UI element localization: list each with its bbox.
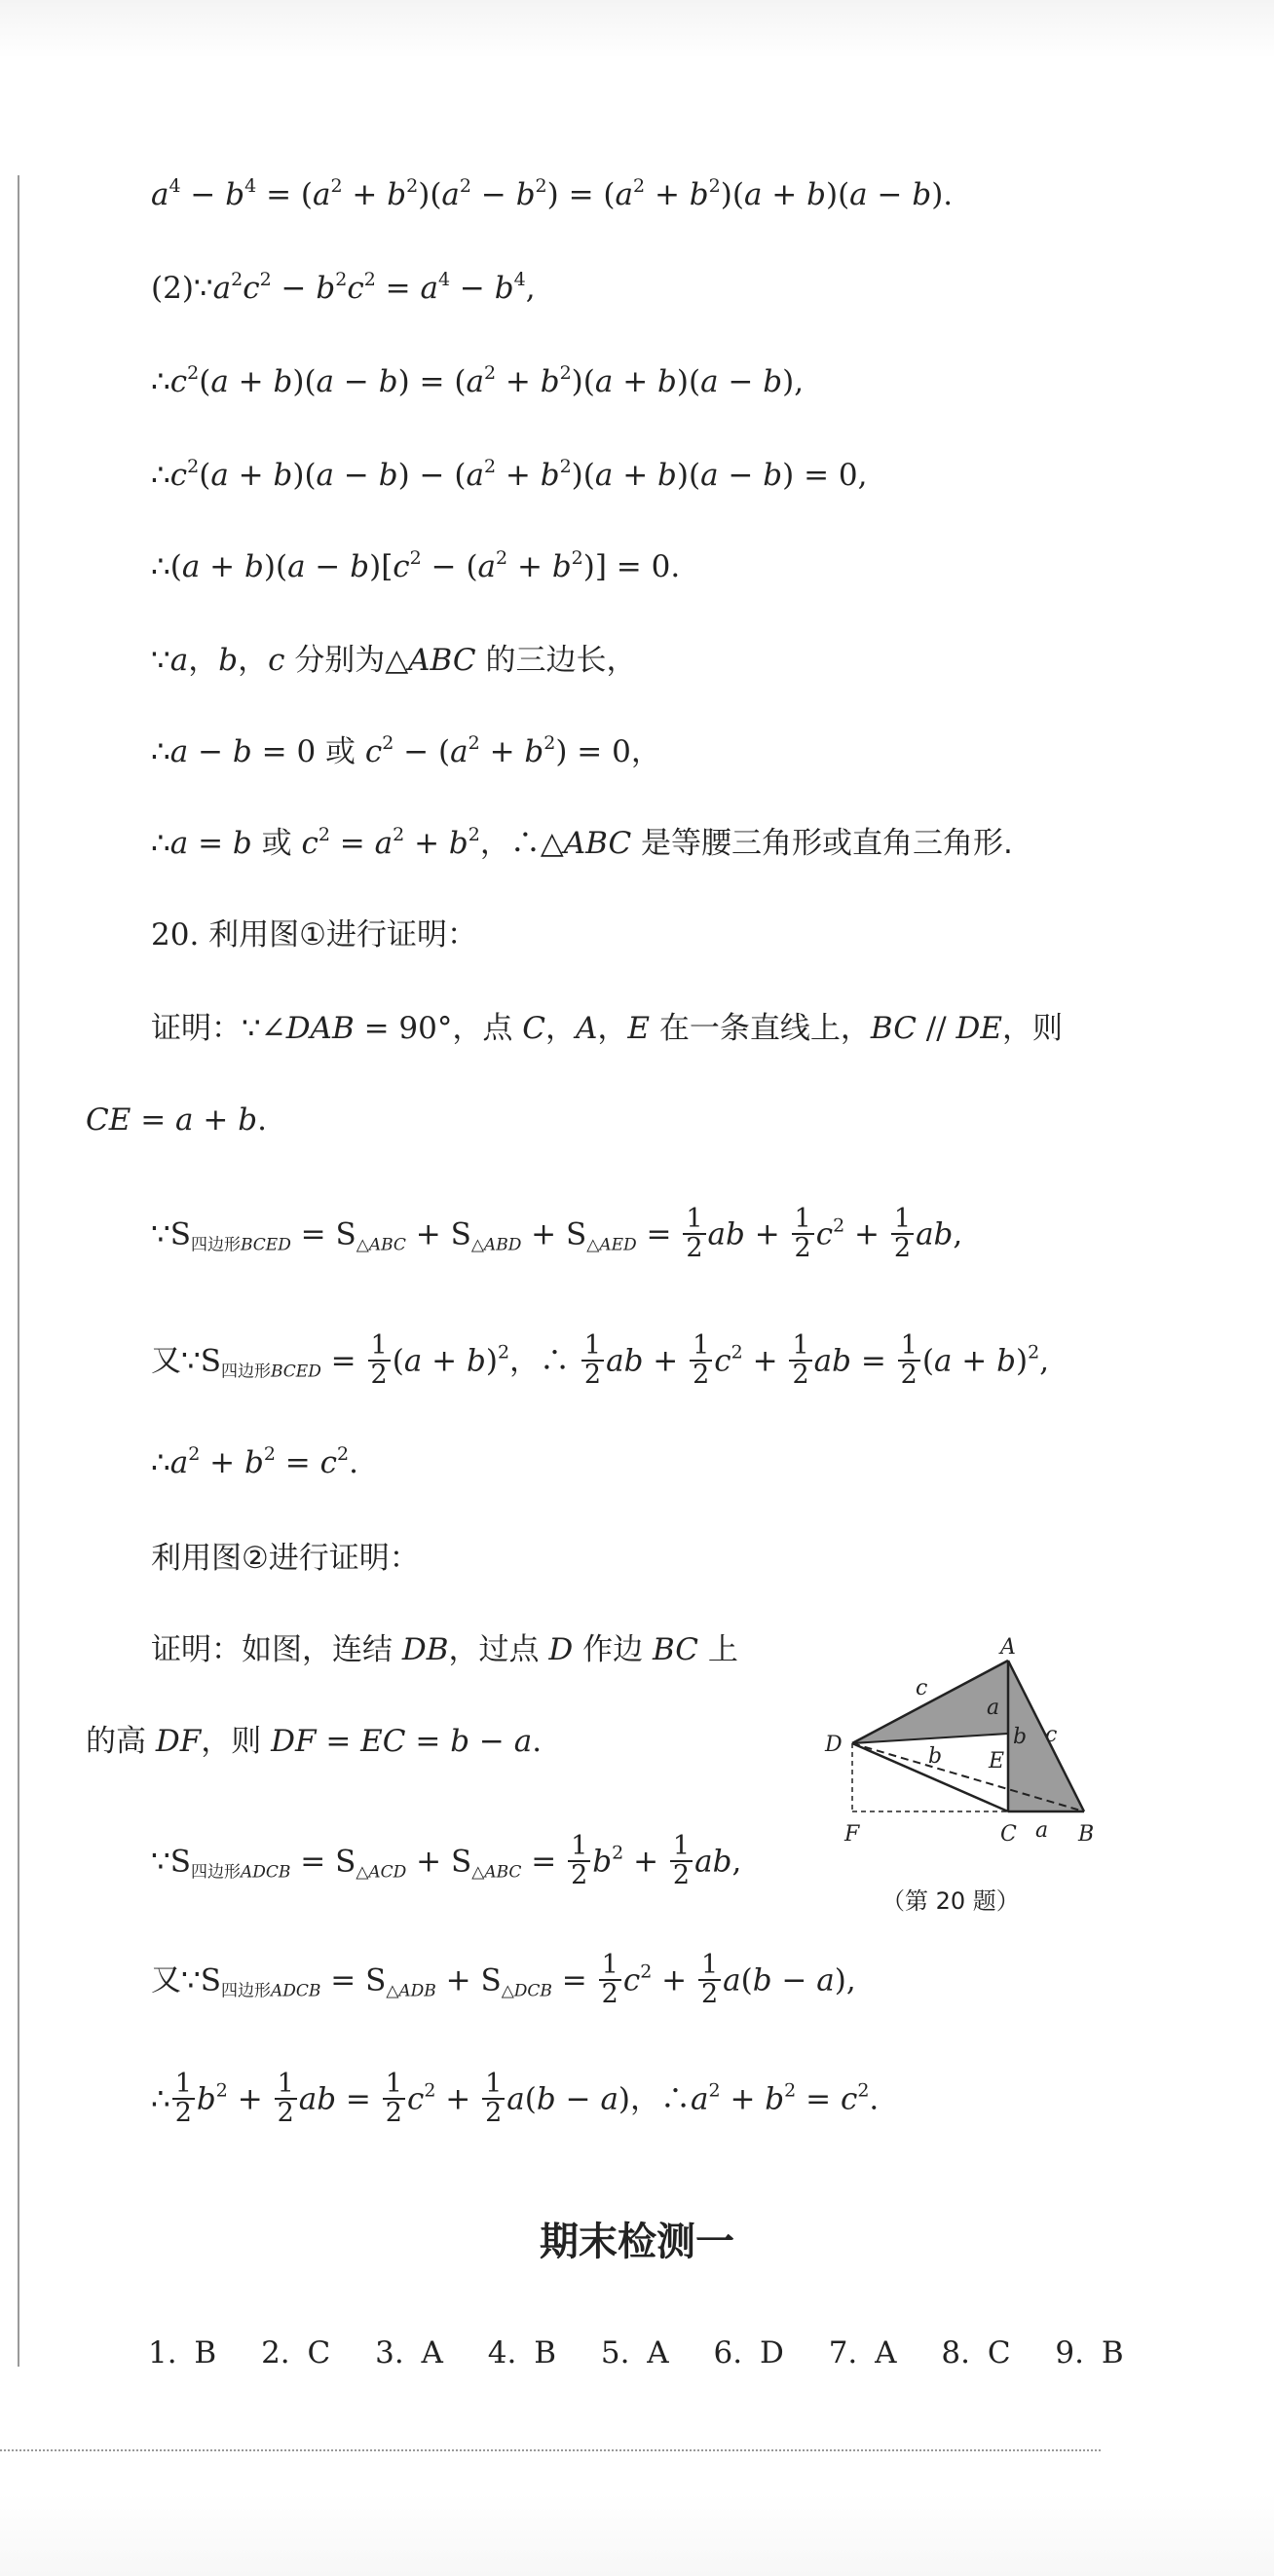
answer-item: 8. C [941,2335,1011,2371]
text-line-12: $\because S_{四边形BCED} = S_{\triangle ABC} + S_{\triangle ABD} + S_{\triangle AED}$ = $\frac{1}{2}$ ab + $\frac{1}{2}$ $c^2$ + $\frac{1}{2}$ ab, [151,1204,963,1263]
margin-rule [18,175,19,2367]
text-line-7: ∴a − b = 0 或 $c^2 - (a^2 + b^2) = 0$， [151,732,661,769]
label-A: A [1000,1636,1016,1660]
label-b-bottom: b [928,1744,943,1769]
answer-item: 4. B [487,2335,556,2371]
label-b-right: b [1013,1725,1028,1749]
text-line-14: $\therefore a^2 + b^2 = c^2$. [151,1443,358,1480]
text-line-4: $\therefore c^2(a + b)(a - b) - (a^2 + b^2)(a + b)(a - b) = 0$, [151,456,868,493]
text-line-1: $a^4 - b^4 = (a^2 + b^2)(a^2 - b^2) = (a^2 + b^2)(a + b)(a - b)$. [151,175,954,212]
text-line-5: ∴(a + $b)(a - b)[c^2 - (a^2 + b^2)] = 0$. [151,547,681,584]
answer-list [148,2335,1151,2371]
text-line-11: CE = a + b. [86,1102,267,1138]
label-D: D [825,1733,843,1757]
answer-item: 5. A [600,2335,669,2371]
text-line-6: ∵a，b，c 分别为△ABC 的三边长， [151,643,637,678]
figure-caption: （第 20 题） [881,1887,1020,1915]
answer-item: 7. A [828,2335,897,2371]
text-line-19: 又$\because S_{四边形ADCB} = S_{\triangle ADB} + S_{\triangle DCB}$ = $\frac{1}{2}$ $c^2$ + $\frac{1}{2}$ a(b − a), [151,1950,856,2009]
label-C: C [1000,1822,1017,1847]
text-line-18: $\because S_{四边形ADCB} = S_{\triangle ACD} + S_{\triangle ABC}$ = $\frac{1}{2}$ $b^2$ + $\frac{1}{2}$ ab, [151,1831,742,1890]
text-line-20: ∴ $\frac{1}{2}$ $b^2$ + $\frac{1}{2}$ ab = $\frac{1}{2}$ $c^2$ + $\frac{1}{2}$ a(b − a)，$\therefore a^2 + b^2 = c^2$. [151,2069,880,2128]
text-line-13: 又$\because S_{四边形BCED}$ = $\frac{1}{2}$ $(a + b)^2$，∴ $\frac{1}{2}$ ab + $\frac{1}{2}$ $c^2$ + $\frac{1}{2}$ ab = $\frac{1}{2}$ $(a + b)^2$, [151,1330,1050,1390]
text-line-15: 利用图②进行证明： [151,1541,420,1576]
label-F: F [844,1822,860,1847]
answer-item: 9. B [1055,2335,1124,2371]
text-line-17: 的高 DF，则 DF = EC = b − a. [86,1724,543,1759]
answer-item: 1. B [148,2335,217,2371]
answer-item: 3. A [375,2335,443,2371]
section-title: 期末检测一 [540,2220,734,2264]
label-a-inner: a [987,1696,1000,1720]
answer-item: 2. C [261,2335,331,2371]
label-c-left: c [916,1676,928,1700]
text-line-2: $(2)\because a^2c^2 - b^2c^2 = a^4 - b^4$, [151,269,536,306]
label-a-bottom: a [1035,1818,1049,1843]
page-bottom-divider [0,2449,1101,2451]
label-E: E [989,1749,1005,1773]
text-line-16: 证明：如图，连结 DB，过点 D 作边 BC 上 [151,1632,738,1667]
label-c-right: c [1045,1723,1058,1747]
text-line-8: ∴a = b 或 $c^2 = a^2 + b^2$，∴△ABC 是等腰三角形或直角三角形. [151,824,1013,861]
text-line-9: 20. 利用图①进行证明： [151,917,477,952]
text-line-10: 证明：∵∠DAB = 90°，点 C，A，E 在一条直线上，BC // DE，则 [151,1011,1064,1046]
label-B: B [1078,1822,1095,1847]
answer-item: 6. D [713,2335,784,2371]
text-line-3: $\therefore c^2(a + b)(a - b) = (a^2 + b^2)(a + b)(a - b)$, [151,362,805,399]
